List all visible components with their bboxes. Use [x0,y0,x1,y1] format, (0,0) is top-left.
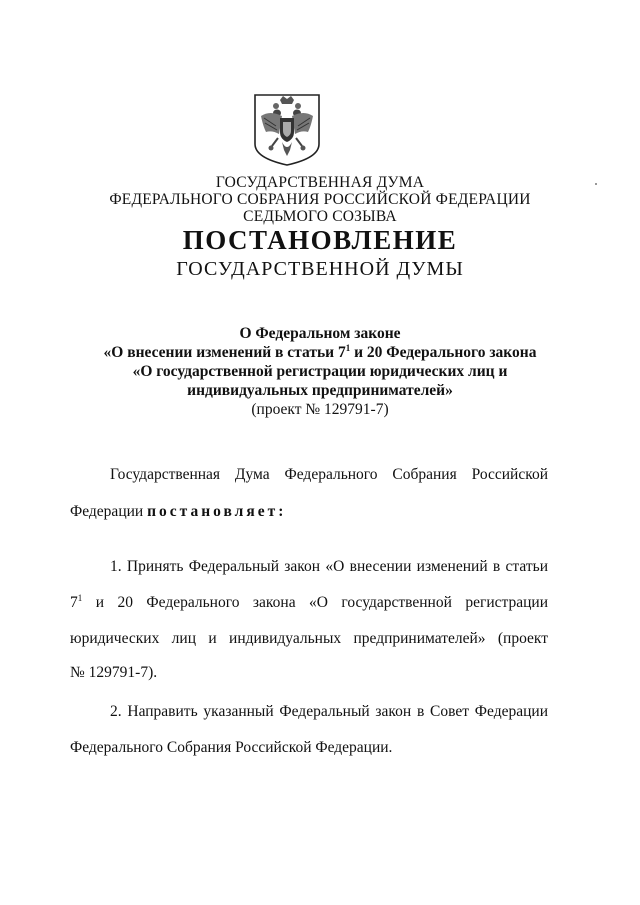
item-1-line-1: 1. Принять Федеральный закон «О внесении изменений в статьи [110,558,548,575]
header-line-3: СЕДЬМОГО СОЗЫВА [243,208,397,225]
subject-line-3: «О государственной регистрации юридических лиц и [132,363,508,380]
preamble-line-1: Государственная Дума Федерального Собрания Российской [110,466,548,483]
subject-line-2: «О внесении изменений в статьи $7^1$ и 20 Федерального закона [103,342,537,361]
coat-of-arms-emblem [252,92,322,168]
subject-block [0,324,640,419]
item-2-line-1: 2. Направить указанный Федеральный закон в Совет Федерации [110,703,548,720]
item-1-line-4: № 129791-7). [70,664,158,681]
resolves-word: постановляет: [147,503,287,520]
header-line-1: ГОСУДАРСТВЕННАЯ ДУМА [215,174,425,191]
subject-line-4: индивидуальных предпринимателей» [187,382,453,399]
item-2-line-2: Федерального Собрания Российской Федерации. [70,739,393,756]
subject-line-1: О Федеральном законе [239,325,401,342]
preamble-line-2: Федерации постановляет: [70,503,287,520]
item-1-line-2: $7^1$ и 20 Федерального закона «О государственной регистрации [70,592,548,611]
document-title: ПОСТАНОВЛЕНИЕ [182,225,458,255]
item-1-line-3: юридических лиц и индивидуальных предпринимателей» (проект [70,630,548,647]
subject-line-5: (проект № 129791-7) [251,401,389,418]
header-line-2: ФЕДЕРАЛЬНОГО СОБРАНИЯ РОССИЙСКОЙ ФЕДЕРАЦИИ [109,191,531,208]
document-subtitle: ГОСУДАРСТВЕННОЙ ДУМЫ [176,258,464,280]
